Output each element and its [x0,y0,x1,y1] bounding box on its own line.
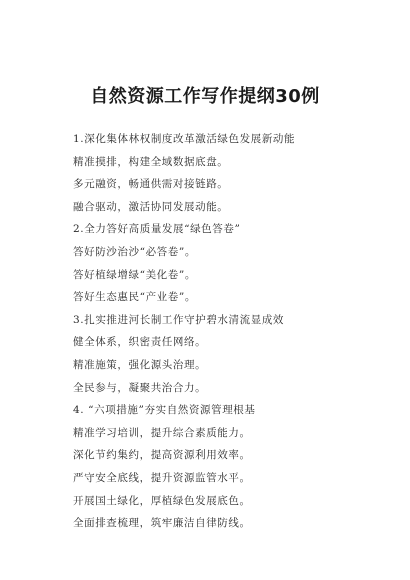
outline-line: 健全体系，织密责任网络。 [73,336,207,349]
outline-line: 精准摸排，构建全域数据底盘。 [73,155,229,168]
outline-line: 精准学习培训，提升综合素质能力。 [73,426,251,439]
outline-line: 1.深化集体林权制度改革激活绿色发展新动能 [73,133,296,145]
outline-line: 4. “六项措施”夯实自然资源管理根基 [73,404,256,417]
outline-line: 全面排查梳理，筑牢廉洁自律防线。 [73,517,251,530]
outline-line: 融合驱动，激活协同发展动能。 [73,200,229,213]
document-title: 自然资源工作写作提纲30例 [90,86,320,107]
outline-line: 答好防沙治沙“必答卷”。 [73,245,196,258]
outline-line: 开展国土绿化，厚植绿色发展底色。 [73,494,251,507]
outline-line: 严守安全底线，提升资源监管水平。 [73,471,251,484]
outline-line: 深化节约集约，提高资源利用效率。 [73,449,251,462]
outline-line: 全民参与，凝聚共治合力。 [73,381,207,394]
outline-line: 答好生态惠民“产业卷”。 [73,291,196,304]
outline-list [73,128,373,535]
outline-line: 3.扎实推进河长制工作守护碧水清流显成效 [73,313,285,326]
outline-line: 答好植绿增绿“美化卷”。 [73,268,196,281]
outline-line: 精准施策，强化源头治理。 [73,358,207,371]
outline-line: 2.全力答好高质量发展“绿色答卷” [73,223,241,236]
outline-line: 多元融资，畅通供需对接链路。 [73,178,229,191]
